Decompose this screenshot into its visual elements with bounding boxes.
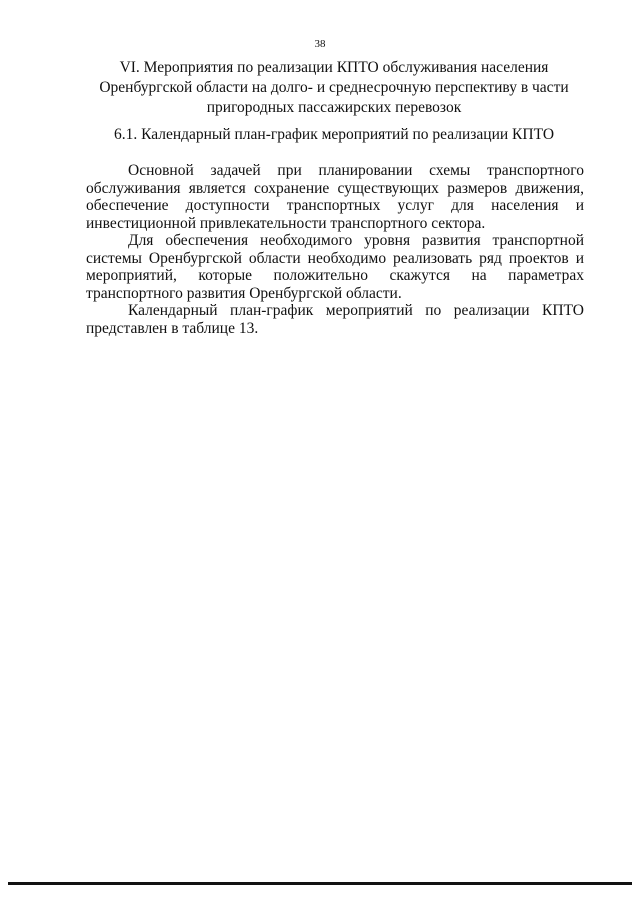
page-number: 38 [314, 38, 326, 50]
paragraph: Календарный план-график мероприятий по реализации КПТО представлен в таблице 13. [86, 302, 584, 337]
section-title: VI. Мероприятия по реализации КПТО обслуживания населения Оренбургской области на долго- и среднесрочную перспективу в части пригородных пассажирских перевозок [99, 59, 569, 116]
body-text [86, 162, 584, 337]
subsection-title: 6.1. Календарный план-график мероприятий по реализации КПТО [113, 126, 555, 143]
footer-rule [8, 882, 632, 885]
paragraph: Для обеспечения необходимого уровня развития транспортной системы Оренбургской области необходимо реализовать ряд проектов и мероприятий, которые положительно скажутся на параметрах транспортного развития Оренбургской области. [86, 232, 584, 302]
paragraph: Основной задачей при планировании схемы транспортного обслуживания является сохранение существующих размеров движения, обеспечение доступности транспортных услуг для населения и инвестиционной привлекательности транспортного сектора. [86, 162, 584, 232]
